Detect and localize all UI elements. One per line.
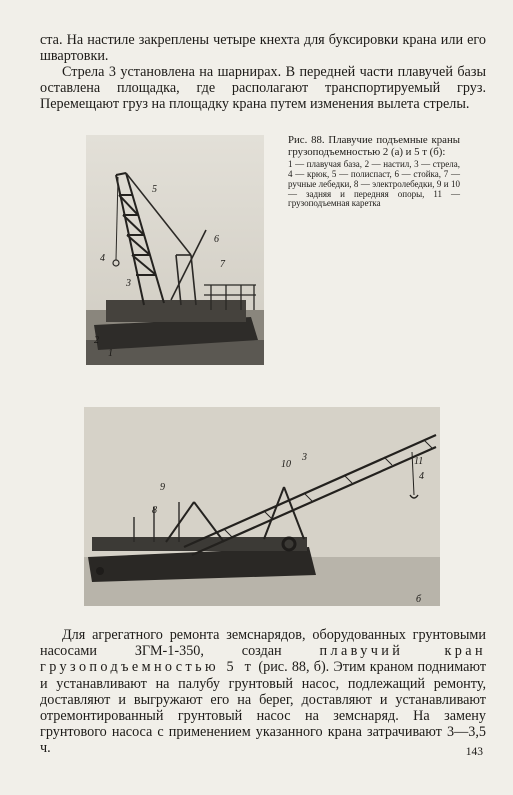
paragraph-rest: (рис. 88, б). Этим краном поднимают и устанавливают на палубу грунтовый насос, подлежащий ремонту, доставляют и выгружают его на берег, доставляют и устанавливают отремонтированный грунтовый насос на земснаряд. На замену грунтового насоса с применением указанного крана затрачивают 3—3,5 ч. (40, 659, 487, 757)
figure-photo-a (86, 135, 264, 365)
label-b: б (416, 594, 422, 605)
label-3: 3 (126, 278, 131, 289)
page-number: 143 (465, 746, 483, 758)
label-3b: 3 (302, 452, 307, 463)
label-10: 10 (281, 459, 291, 470)
paragraph-lead: Для агрегатного ремонта земснарядов, оборудованных грунтовыми насосами ЗГМ-1-350, создан (40, 627, 486, 660)
label-9: 9 (160, 482, 165, 493)
label-2: 2 (94, 335, 99, 346)
label-4: 4 (100, 253, 105, 264)
paragraph-crane-5t (40, 627, 486, 757)
figure-photo-b (84, 407, 440, 606)
label-4b: 4 (419, 471, 424, 482)
paragraph-boom: Стрела 3 установлена на шарнирах. В передней части плавучей базы оставлена площадка, где располагают транспортируемый груз. Перемещают груз на площадку крана путем изменения вылета стрелы. (40, 64, 486, 113)
crane-2t-photo (86, 135, 264, 365)
label-6: 6 (214, 234, 219, 245)
label-11: 11 (414, 456, 424, 467)
spaced-term: плавучий кран грузоподъемностью 5 т (40, 643, 486, 676)
caption-title: Рис. 88. Плавучие подъемные краны грузоподъемностью 2 (а) и 5 т (б): (288, 134, 460, 158)
caption-legend: 1 — плавучая база, 2 — настил, 3 — стрела, 4 — крюк, 5 — полиспаст, 6 — стойка, 7 — ручные лебедки, 8 — электролебедки, 9 и 10 — задняя и передняя опоры, 11 — грузоподъемная каретка (288, 159, 460, 209)
paragraph-continued: ста. На настиле закреплены четыре кнехта для буксировки крана или его швартовки. (40, 32, 486, 65)
label-7: 7 (220, 259, 225, 270)
label-1: 1 (108, 348, 113, 359)
figure-caption (288, 135, 460, 209)
label-8: 8 (152, 505, 157, 516)
crane-5t-photo (84, 407, 440, 606)
label-5: 5 (152, 184, 157, 195)
